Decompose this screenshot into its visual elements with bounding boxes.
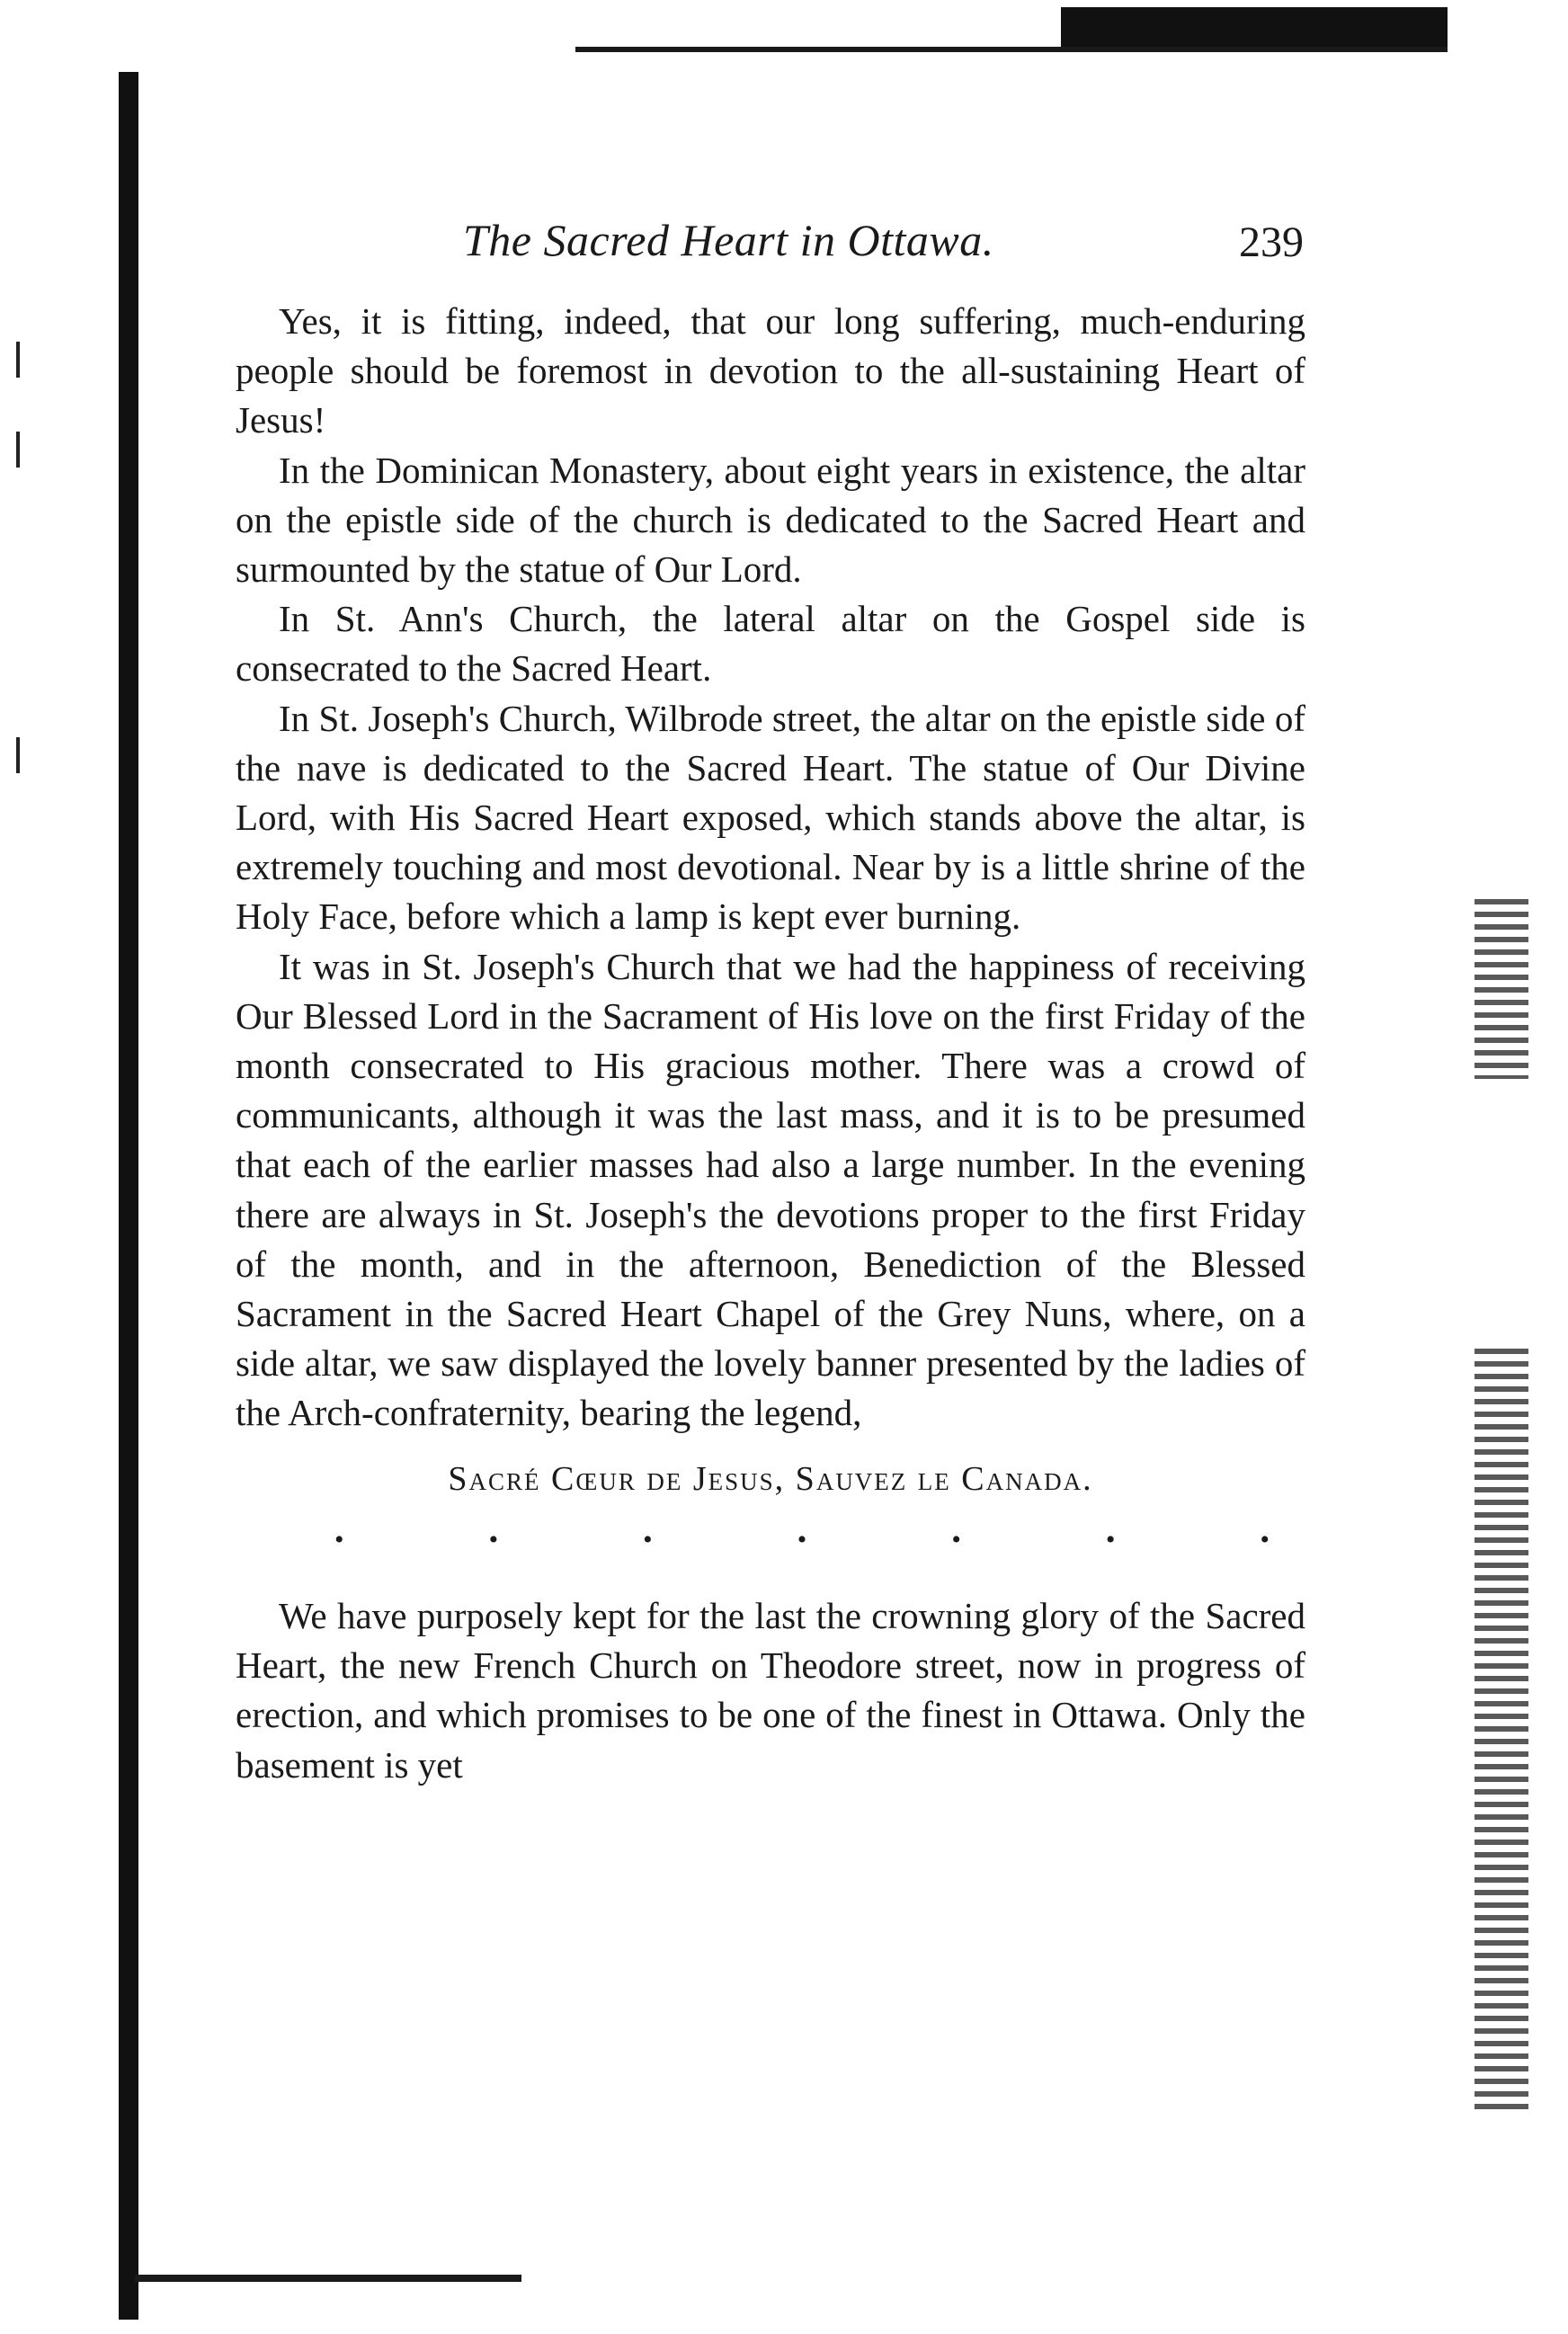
separator-dot: • xyxy=(643,1524,653,1555)
separator-dot: • xyxy=(797,1524,807,1555)
separator-dot: • xyxy=(334,1524,344,1555)
scan-artifact-right-lower xyxy=(1474,1349,1528,2113)
separator-dot: • xyxy=(951,1524,961,1555)
separator-dot: • xyxy=(1105,1524,1116,1555)
scan-mark-left xyxy=(16,432,20,468)
paragraph: In St. Ann's Church, the lateral altar on the Gospel side is consecrated to the Sacred Heart. xyxy=(236,598,1305,690)
paragraph: In St. Joseph's Church, Wilbrode street, the altar on the epistle side of the nave is dedicated to the Sacred Heart. The statue of Our Divine Lord, with His Sacred Heart exposed, which stands above the altar, is extremely touching and most devotional. Near by is a little shrine of the Holy Face, before which a lamp is kept ever burning. xyxy=(236,697,1305,938)
scan-artifact-right xyxy=(1474,899,1528,1079)
paragraph: In the Dominican Monastery, about eight years in existence, the altar on the epistle side of the church is dedicated to the Sacred Heart and surmounted by the statue of Our Lord. xyxy=(236,449,1305,591)
page-number: 239 xyxy=(1239,218,1304,266)
motto: Sacré Cœur de Jesus, Sauvez le Canada. xyxy=(448,1459,1093,1498)
scan-artifact-top xyxy=(1061,7,1448,52)
body-text xyxy=(236,297,1305,1790)
scan-binding-edge xyxy=(119,72,138,2320)
paragraph: It was in St. Joseph's Church that we had the happiness of receiving Our Blessed Lord in the Sacrament of His love on the first Friday of the month consecrated to His gracious mother. There was a crowd of communicants, although it was the last mass, and it is to be presumed that each of the earlier masses had also a large number. In the evening there are always in St. Joseph's the devotions proper to the first Friday of the month, and in the afternoon, Benediction of the Blessed Sacrament in the Sacred Heart Chapel of the Grey Nuns, where, on a side altar, we saw displayed the lovely banner presented by the ladies of the Arch-confraternity, bearing the legend, xyxy=(236,945,1305,1434)
scan-rule-top xyxy=(575,47,1448,52)
scan-mark-left xyxy=(16,737,20,773)
scan-rule-bottom xyxy=(135,2275,521,2282)
running-head xyxy=(234,214,1304,277)
separator-dots xyxy=(236,1515,1305,1564)
scan-mark-left xyxy=(16,342,20,378)
separator-dot: • xyxy=(1260,1524,1270,1555)
separator-dot: • xyxy=(488,1524,499,1555)
closing-paragraph: We have purposely kept for the last the crowning glory of the Sacred Heart, the new French Church on Theodore street, now in progress of erection, and which promises to be one of the finest in Ottawa. Only the basement is yet xyxy=(236,1595,1305,1786)
running-title: The Sacred Heart in Ottawa. xyxy=(463,215,994,265)
paragraph: Yes, it is fitting, indeed, that our long suffering, much-enduring people should be foremost in devotion to the all-sustaining Heart of Jesus! xyxy=(236,300,1305,441)
